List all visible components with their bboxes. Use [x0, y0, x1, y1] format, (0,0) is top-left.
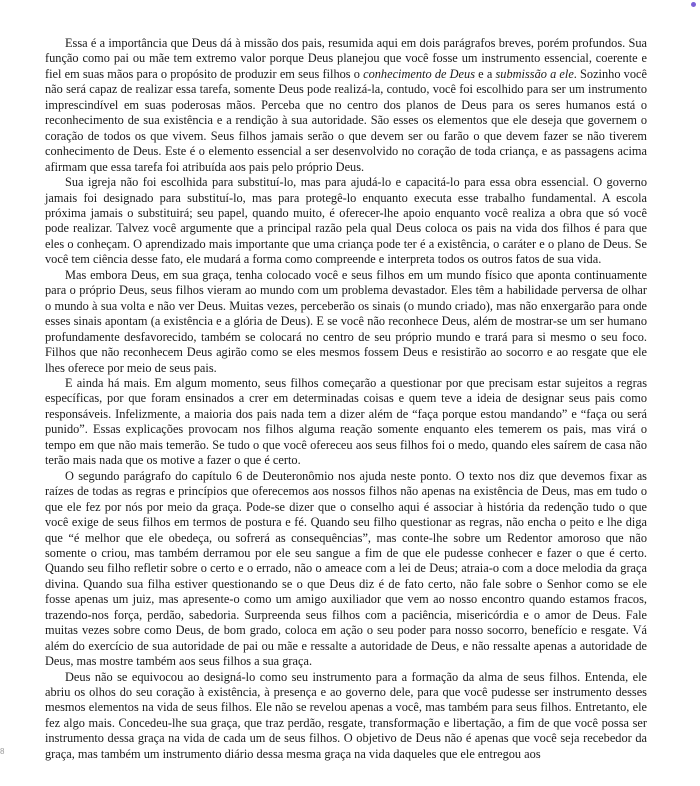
text-run: Sua igreja não foi escolhida para substituí-lo, mas para ajudá-lo e capacitá-lo para essa obra essencial. O governo jamais foi designado para substituí-lo, mas para protegê-lo enquanto executa esse trabalho fundamental. A escola próxima jamais o substituirá; seu papel, quando muito, é oferecer-lhe apoio enquanto você realiza a obra que só você pode realizar. Talvez você argumente que a principal razão pela qual Deus coloca os pais na vida dos filhos é para que eles o conheçam. O aprendizado mais importante que uma criança pode ter é a existência, o caráter e o plano de Deus. Se você tem ciência desse fato, ele mudará a forma como compreende e interpreta todos os outros fatos de sua vida.	[45, 175, 647, 267]
paragraph	[45, 376, 647, 469]
text-run: e a	[475, 66, 496, 81]
paragraph	[45, 175, 647, 268]
italic-phrase: conhecimento de Deus	[363, 66, 476, 81]
corner-marker-dot	[691, 2, 696, 7]
paragraph	[45, 670, 647, 763]
document-page	[45, 36, 647, 762]
page-number: 8	[0, 747, 5, 756]
italic-phrase: submissão a ele	[495, 66, 574, 81]
text-run: Essa é a importância que Deus dá à missão dos pais, resumida aqui em dois parágrafos breves, porém profundos. Sua função como pai ou mãe tem extremo valor porque Deus planejou que você fosse um instrumento essencial, coerente e fiel em suas mãos para o propósito de produzir em seus filhos o	[45, 36, 647, 81]
text-run: O segundo parágrafo do capítulo 6 de Deuteronômio nos ajuda neste ponto. O texto nos diz que devemos fixar as raízes de todas as regras e princípios que oferecemos aos nossos filhos não apenas na existência de Deus, mas em tudo o que ele fez por nós por meio da graça. Pode-se dizer que o conselho aqui é associar à história da redenção tudo o que você exige de seus filhos em termos de postura e fé. Quando seu filho questionar as regras, não encha o peito e lhe diga que “é melhor que ele obedeça, ou sofrerá as consequências”, mas conte-lhe sobre um Redentor amoroso que não somente o criou, mas também derramou por ele seu sangue a fim de que ele pudesse conhecer e fazer o que é certo. Quando seu filho refletir sobre o certo e o errado, não o ameace com a lei de Deus; atraia-o com a doce melodia da graça divina. Quando sua filha estiver questionando se o que Deus diz é de fato certo, não fale sobre o Senhor como se ele fosse apenas um juiz, mas apresente-o como um amigo auxiliador que vem ao nosso encontro quando estamos fracos, trazendo-nos força, perdão, sabedoria. Surpreenda seus filhos com a paciência, misericórdia e o amor de Deus. Fale muitas vezes sobre como Deus, de bom grado, coloca em ação o seu poder para nosso socorro, benefício e resgate. Vá além do exercício de sua autoridade de pai ou mãe e ressalte a autoridade de Deus, e não ressalte apenas a autoridade de Deus, mas mostre também aos seus filhos a sua graça.	[45, 468, 647, 669]
text-run: E ainda há mais. Em algum momento, seus filhos começarão a questionar por que precisam estar sujeitos a regras específicas, por que foram ensinados a crer em determinadas coisas e quem teve a ideia de designar seus pais como responsáveis. Infelizmente, a maioria dos pais nada tem a dizer além de “faça porque estou mandando” e “faça ou será punido”. Essas explicações provocam nos filhos alguma reação somente enquanto eles temerem os pais, mas virá o tempo em que não mais temerão. Se tudo o que você ofereceu aos seus filhos foi o medo, quando eles saírem de casa não terão mais nada que os motive a fazer o que é certo.	[45, 375, 647, 468]
text-run: . Sozinho você não será capaz de realizar essa tarefa, somente Deus pode realizá-la, contudo, você foi escolhido para ser um instrumento imprescindível em suas poderosas mãos. Perceba que no centro dos planos de Deus para os seres humanos está o reconhecimento de sua existência e a rendição à sua autoridade. São esses os elementos que ele deseja que governem o coração de todos os que vivem. Seus filhos jamais serão o que devem ser ou farão o que devem fazer se não tiverem conhecimento de Deus. Este é o elemento essencial a ser desenvolvido no coração de toda criança, e as passagens acima afirmam que essa tarefa foi atribuída aos pais pelo próprio Deus.	[45, 66, 647, 174]
paragraph	[45, 36, 647, 175]
paragraph	[45, 469, 647, 670]
paragraph	[45, 268, 647, 376]
text-run: Deus não se equivocou ao designá-lo como seu instrumento para a formação da alma de seus filhos. Entenda, ele abriu os olhos do seu coração à existência, à presença e ao governo dele, para que você pudesse ser instrumento desses mesmos elementos na vida de seus filhos. Ele não se revelou apenas a você, mas também para seus filhos. Entretanto, ele fez algo mais. Concedeu-lhe sua graça, que traz perdão, resgate, transformação e libertação, a fim de que você possa ser instrumento dessa graça na vida de cada um de seus filhos. O objetivo de Deus não é apenas que você seja recebedor da graça, mas também um instrumento diário dessa mesma graça na vida daqueles que ele entregou aos	[45, 669, 647, 761]
text-run: Mas embora Deus, em sua graça, tenha colocado você e seus filhos em um mundo físico que aponta continuamente para o próprio Deus, seus filhos vieram ao mundo com um problema devastador. Eles têm a habilidade perversa de olhar o mundo à sua volta e não ver Deus. Muitas vezes, perceberão os sinais (o mundo criado), mas não enxergarão para onde esses sinais apontam (a existência e a glória de Deus). E se você não reconhece Deus, além de mostrar-se um ser humano profundamente desfavorecido, também se colocará no centro de seu próprio mundo e trará para si mesmo o seu foco. Filhos que não reconhecem Deus agirão como se eles mesmos fossem Deus e resistirão ao socorro e ao resgate que ele lhes oferece por meio de seus pais.	[45, 267, 647, 375]
